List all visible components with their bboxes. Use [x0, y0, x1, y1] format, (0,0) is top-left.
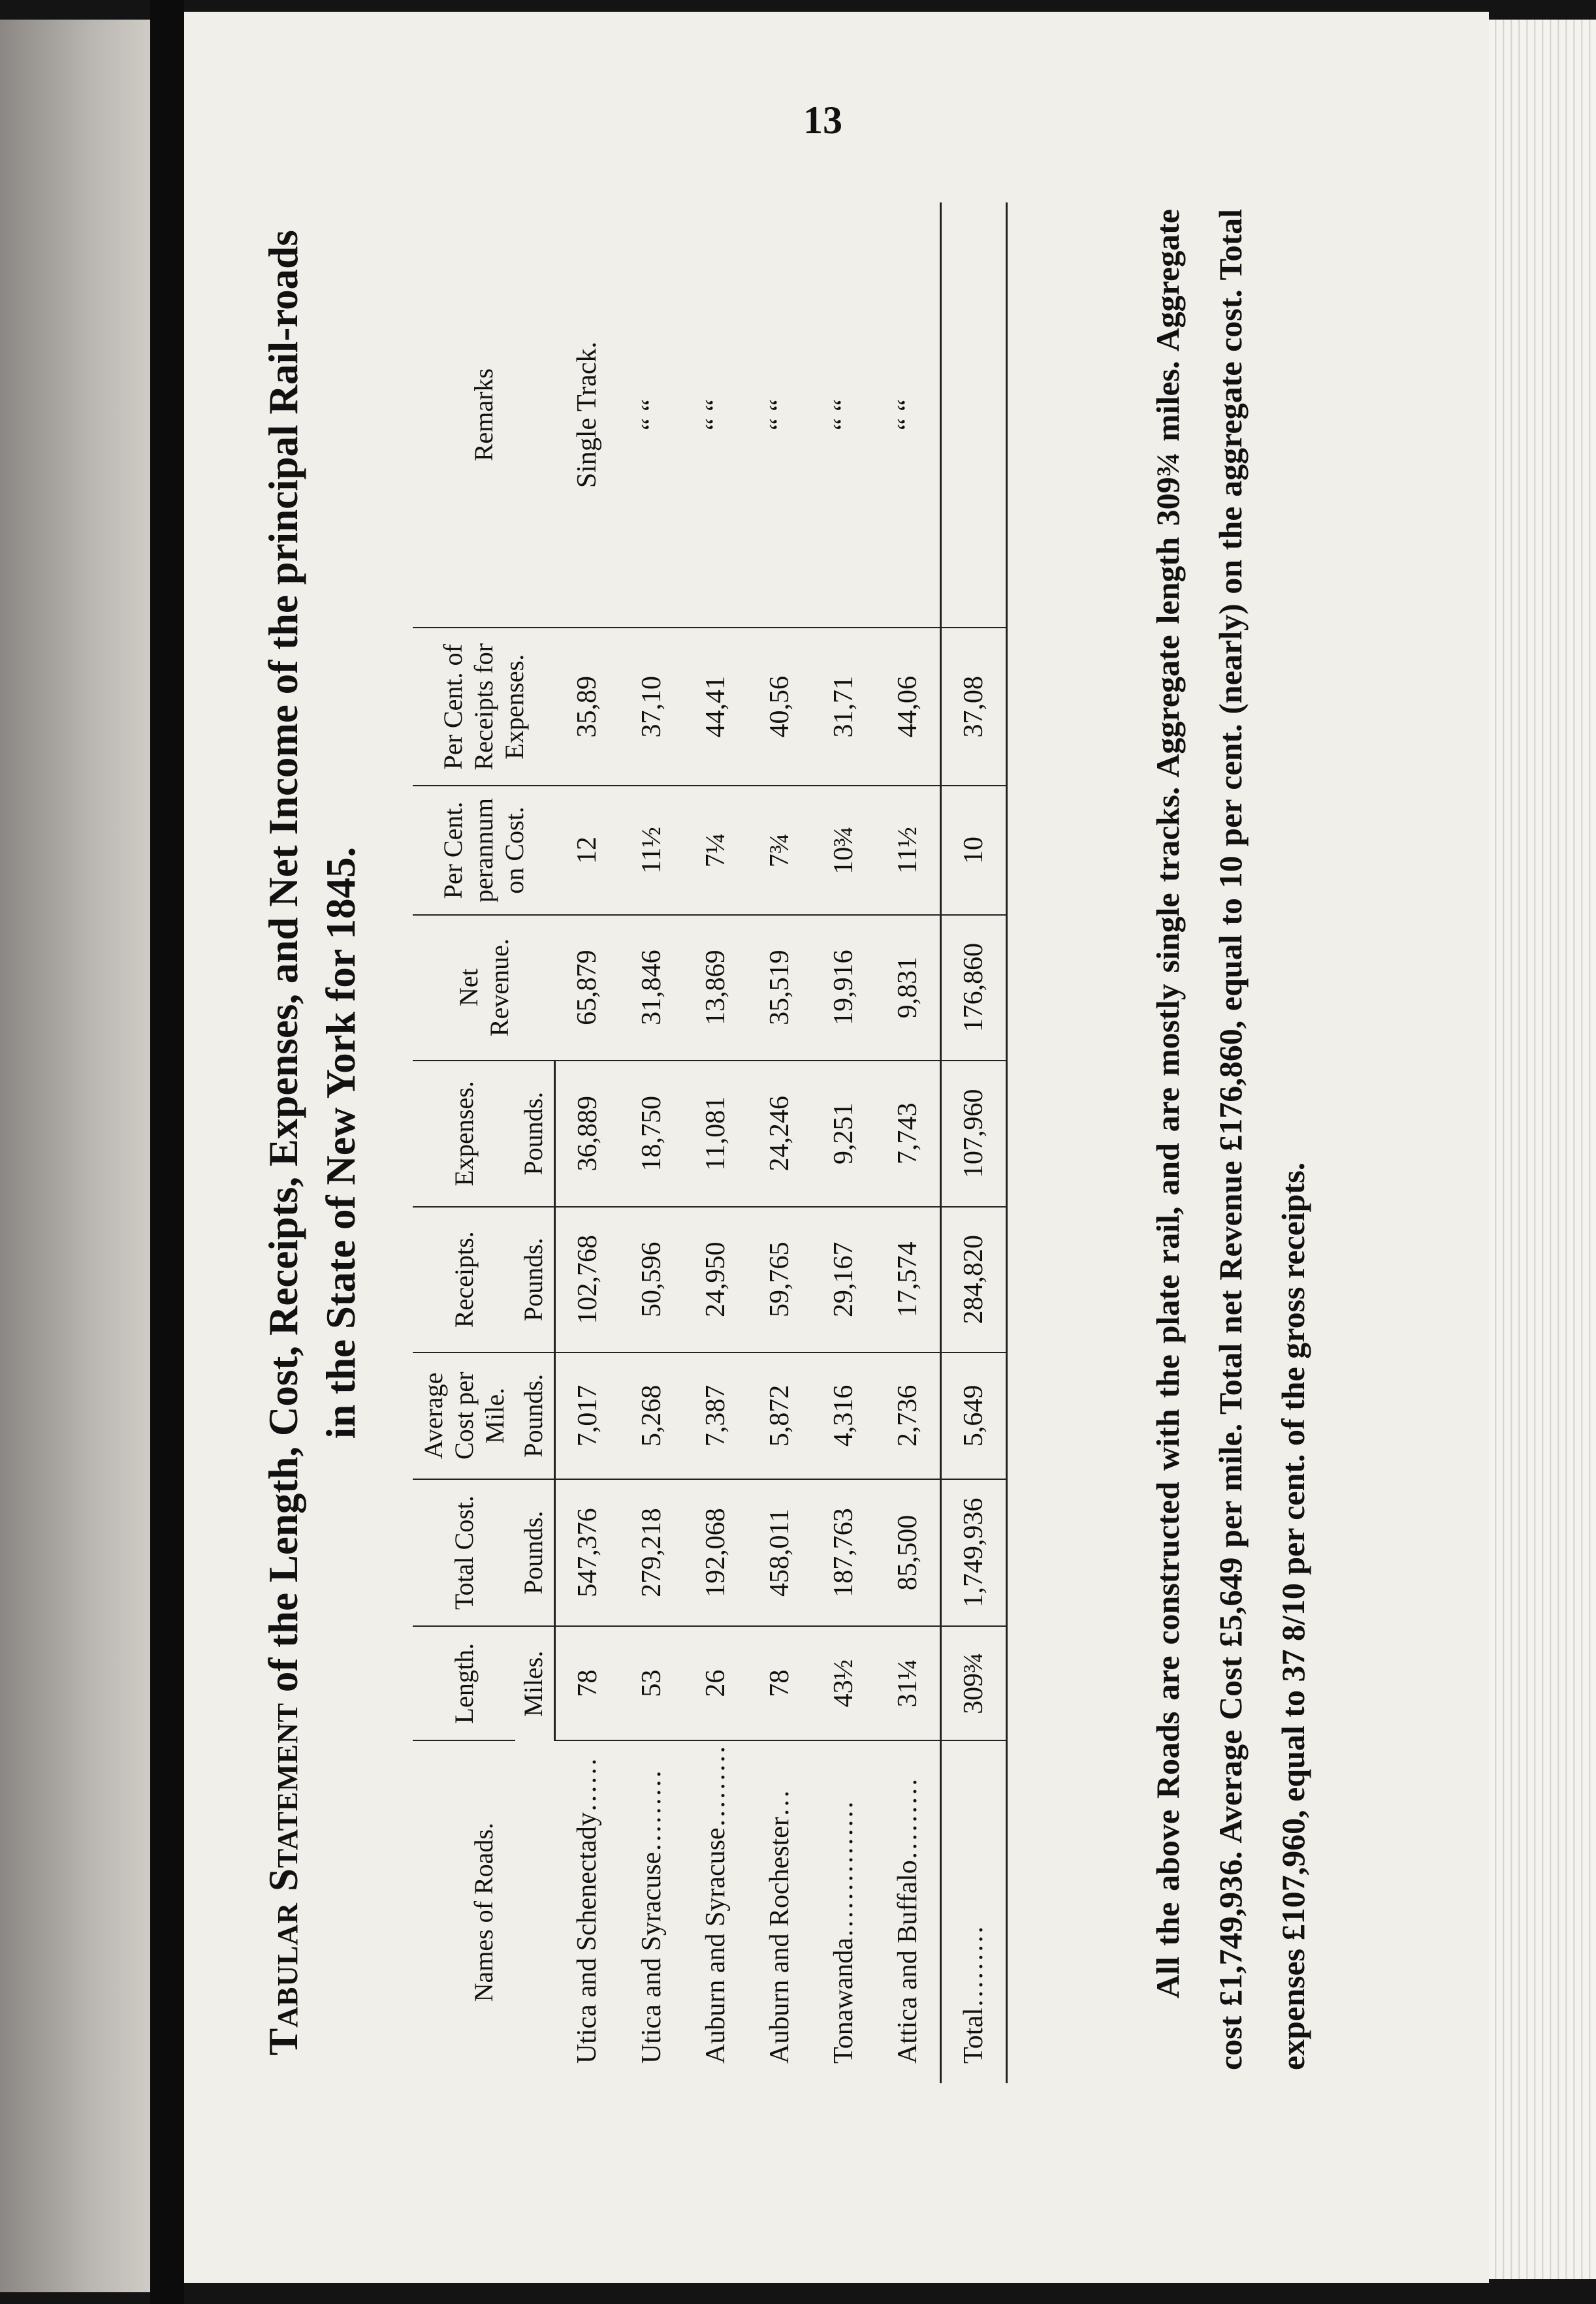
cell-length: 53 [620, 1626, 684, 1741]
cell-avg-cost: 7,017 [555, 1352, 620, 1479]
cell-per-cent-receipts: 31,71 [812, 628, 876, 786]
cell-remarks: “ “ [748, 202, 812, 628]
cell-remarks: “ “ [620, 202, 684, 628]
cell-receipts: 59,765 [748, 1207, 812, 1352]
title-rest: of the Length, Cost, Receipts, Expenses, and Net Income of the principal Rail-roads in the State of New York for 1845. [261, 230, 364, 1693]
cell-receipts: 17,574 [876, 1207, 941, 1352]
cell-total-cost: 192,068 [684, 1479, 748, 1626]
cell-name: Auburn and Rochester… [765, 1789, 795, 2064]
cell-avg-cost: 5,872 [748, 1352, 812, 1479]
cell-expenses: 36,889 [555, 1061, 620, 1207]
cell-total-cost: 187,763 [812, 1479, 876, 1626]
cell-net: 19,916 [812, 915, 876, 1061]
cell-expenses: 9,251 [812, 1061, 876, 1207]
table-row [876, 202, 941, 2083]
cell-remarks: “ “ [876, 202, 941, 628]
cell-remarks [941, 202, 1007, 628]
cell-net: 65,879 [555, 915, 620, 1061]
railroad-table [413, 202, 1008, 2083]
header-expenses: Expenses. [413, 1061, 515, 1207]
header-per-cent-receipts: Per Cent. of Receipts for Expenses. [413, 628, 555, 786]
book-gutter [150, 0, 184, 2304]
cell-per-cent-receipts: 37,10 [620, 628, 684, 786]
header-remarks: Remarks [413, 202, 555, 628]
table-row [812, 202, 876, 2083]
table-row [748, 202, 812, 2083]
header-receipts: Receipts. [413, 1207, 515, 1352]
cell-expenses: 24,246 [748, 1061, 812, 1207]
cell-remarks: Single Track. [555, 202, 620, 628]
cell-expenses: 11,081 [684, 1061, 748, 1207]
table-row [555, 202, 620, 2083]
unit-avg-cost: Pounds. [515, 1352, 555, 1479]
cell-remarks: “ “ [812, 202, 876, 628]
cell-name: Attica and Buffalo……… [893, 1778, 923, 2064]
page-number: 13 [803, 99, 842, 142]
cell-total-cost: 85,500 [876, 1479, 941, 1626]
cell-expenses: 18,750 [620, 1061, 684, 1207]
cell-avg-cost: 4,316 [812, 1352, 876, 1479]
cell-name: Auburn and Syracuse……… [701, 1745, 731, 2064]
table-row [620, 202, 684, 2083]
unit-receipts: Pounds. [515, 1207, 555, 1352]
cell-receipts: 24,950 [684, 1207, 748, 1352]
page-edges [1489, 20, 1596, 2279]
cell-per-cent-receipts: 40,56 [748, 628, 812, 786]
cell-avg-cost: 5,649 [941, 1352, 1007, 1479]
cell-length: 78 [748, 1626, 812, 1741]
total-row [941, 202, 1007, 2083]
cell-length: 78 [555, 1626, 620, 1741]
cell-total-cost: 458,011 [748, 1479, 812, 1626]
cell-receipts: 284,820 [941, 1207, 1007, 1352]
table-row [684, 202, 748, 2083]
cell-name: Total……… [941, 1740, 1007, 2083]
table-title [242, 202, 398, 2083]
cell-per-cent-receipts: 44,06 [876, 628, 941, 786]
cell-per-cent-receipts: 37,08 [941, 628, 1007, 786]
cell-length: 43½ [812, 1626, 876, 1741]
header-per-cent: Per Cent. perannum on Cost. [413, 786, 555, 914]
cell-name: Tonawanda…………… [829, 1800, 859, 2064]
cell-net: 13,869 [684, 915, 748, 1061]
cell-net: 31,846 [620, 915, 684, 1061]
cell-per-cent-receipts: 44,41 [684, 628, 748, 786]
unit-expenses: Pounds. [515, 1061, 555, 1207]
rotated-content [242, 202, 1404, 2083]
header-length: Length. [413, 1626, 515, 1741]
cell-expenses: 107,960 [941, 1061, 1007, 1207]
cell-per-cent-receipts: 35,89 [555, 628, 620, 786]
cell-length: 26 [684, 1626, 748, 1741]
cell-receipts: 50,596 [620, 1207, 684, 1352]
header-total-cost: Total Cost. [413, 1479, 515, 1626]
cell-receipts: 29,167 [812, 1207, 876, 1352]
cell-avg-cost: 7,387 [684, 1352, 748, 1479]
cell-length: 309¾ [941, 1626, 1007, 1741]
unit-length: Miles. [515, 1626, 555, 1741]
cell-per-cent: 7¾ [748, 786, 812, 914]
cell-per-cent: 11½ [620, 786, 684, 914]
cell-per-cent: 7¼ [684, 786, 748, 914]
cell-total-cost: 547,376 [555, 1479, 620, 1626]
header-avg-cost: Average Cost per Mile. [413, 1352, 515, 1479]
header-net: Net Revenue. [413, 915, 555, 1061]
footnote: All the above Roads are constructed with the plate rail, and are mostly single tracks. Aggregate length 309¾ miles. Aggregate cost £1,749,936. Average Cost £5,649 per mile. Total net Revenue £176,860, equal to 10 per cent. (nearly) on the aggregate cost. Total expenses £107,960, equal to 37 8/10 per cent. of the gross receipts. [1149, 209, 1311, 2070]
cell-avg-cost: 5,268 [620, 1352, 684, 1479]
cell-net: 176,860 [941, 915, 1007, 1061]
facing-page-edge [0, 20, 150, 2292]
cell-receipts: 102,768 [555, 1207, 620, 1352]
cell-length: 31¼ [876, 1626, 941, 1741]
cell-total-cost: 279,218 [620, 1479, 684, 1626]
cell-net: 9,831 [876, 915, 941, 1061]
cell-name: Utica and Schenectady…… [572, 1757, 603, 2064]
cell-per-cent: 10¾ [812, 786, 876, 914]
cell-per-cent: 11½ [876, 786, 941, 914]
cell-total-cost: 1,749,936 [941, 1479, 1007, 1626]
unit-total-cost: Pounds. [515, 1479, 555, 1626]
cell-net: 35,519 [748, 915, 812, 1061]
title-lead: Tabular Statement [261, 1702, 306, 2056]
cell-remarks: “ “ [684, 202, 748, 628]
cell-per-cent: 10 [941, 786, 1007, 914]
cell-expenses: 7,743 [876, 1061, 941, 1207]
header-names: Names of Roads. [469, 1823, 499, 2002]
cell-avg-cost: 2,736 [876, 1352, 941, 1479]
cell-name: Utica and Syracuse……… [637, 1769, 667, 2064]
cell-per-cent: 12 [555, 786, 620, 914]
